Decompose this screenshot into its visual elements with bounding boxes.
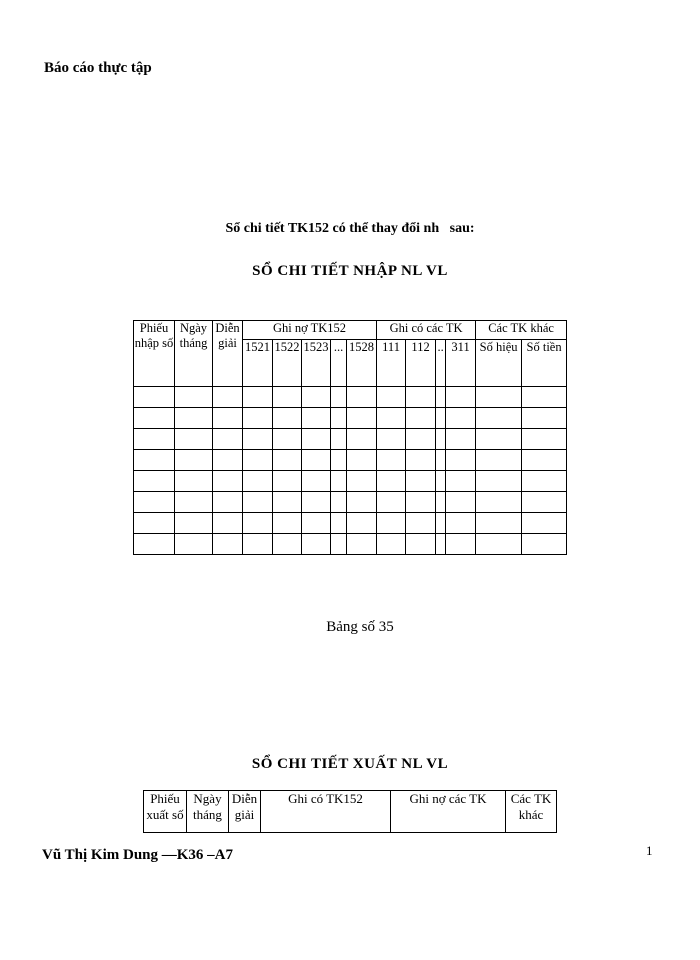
nhap-empty-row: [134, 387, 567, 408]
nhap-empty-cell: [377, 429, 406, 450]
nhap-empty-cell: [331, 429, 347, 450]
nhap-empty-cell: [213, 534, 243, 555]
nhap-empty-cell: [522, 408, 567, 429]
nhap-empty-row: [134, 408, 567, 429]
nhap-empty-cell: [243, 534, 273, 555]
group-header-cac-tk-khac: Các TK khác: [476, 321, 567, 340]
nhap-empty-cell: [522, 450, 567, 471]
nhap-header-row-1: [134, 321, 567, 340]
nhap-empty-cell: [331, 513, 347, 534]
subcol-311: 311: [446, 340, 476, 387]
nhap-empty-cell: [302, 471, 331, 492]
nhap-empty-cell: [436, 471, 446, 492]
nhap-empty-cell: [347, 534, 377, 555]
nhap-empty-cell: [436, 387, 446, 408]
nhap-empty-cell: [446, 471, 476, 492]
table-caption: Bảng số 35: [326, 619, 394, 635]
nhap-empty-cell: [377, 408, 406, 429]
nhap-empty-cell: [213, 387, 243, 408]
nhap-empty-cell: [436, 534, 446, 555]
nhap-empty-cell: [302, 534, 331, 555]
nhap-empty-cell: [446, 408, 476, 429]
nhap-empty-cell: [243, 387, 273, 408]
subcol-1528: 1528: [347, 340, 377, 387]
nhap-empty-cell: [377, 471, 406, 492]
subcol-1523: 1523: [302, 340, 331, 387]
nhap-empty-cell: [175, 471, 213, 492]
nhap-empty-cell: [331, 492, 347, 513]
nhap-empty-cell: [175, 429, 213, 450]
nhap-empty-cell: [476, 534, 522, 555]
subcol-ellipsis-co: ..: [436, 340, 446, 387]
nhap-empty-cell: [213, 492, 243, 513]
subcol-112: 112: [406, 340, 436, 387]
nhap-empty-cell: [331, 471, 347, 492]
nhap-empty-cell: [175, 387, 213, 408]
group-header-ghi-co-cac-tk: Ghi có các TK: [377, 321, 476, 340]
col-header-ghi-no-cac-tk: Ghi nợ các TK: [391, 791, 506, 833]
nhap-empty-cell: [134, 513, 175, 534]
nhap-empty-cell: [302, 513, 331, 534]
nhap-empty-row: [134, 492, 567, 513]
nhap-empty-cell: [446, 429, 476, 450]
nhap-empty-cell: [436, 450, 446, 471]
nhap-empty-cell: [377, 387, 406, 408]
nhap-table: [133, 320, 567, 555]
nhap-empty-cell: [377, 513, 406, 534]
col-header-phieu-nhap-so: Phiếu nhập số: [134, 321, 175, 387]
col-header-phieu-xuat-so: Phiếu xuất số: [144, 791, 187, 833]
nhap-empty-cell: [406, 387, 436, 408]
nhap-empty-cell: [273, 471, 302, 492]
nhap-empty-row: [134, 513, 567, 534]
nhap-empty-cell: [243, 492, 273, 513]
nhap-empty-cell: [175, 513, 213, 534]
nhap-empty-cell: [347, 408, 377, 429]
nhap-empty-cell: [436, 429, 446, 450]
subcol-so-hieu: Số hiệu: [476, 340, 522, 387]
subcol-1521: 1521: [243, 340, 273, 387]
nhap-empty-cell: [347, 450, 377, 471]
col-header-dien-giai-xuat: Diễn giải: [229, 791, 261, 833]
nhap-empty-cell: [175, 450, 213, 471]
nhap-empty-cell: [436, 408, 446, 429]
page-number: 1: [646, 843, 653, 858]
nhap-empty-cell: [522, 387, 567, 408]
nhap-empty-cell: [134, 492, 175, 513]
subcol-111: 111: [377, 340, 406, 387]
nhap-empty-cell: [243, 471, 273, 492]
nhap-empty-cell: [377, 492, 406, 513]
nhap-empty-cell: [476, 450, 522, 471]
nhap-empty-cell: [446, 492, 476, 513]
nhap-empty-cell: [273, 387, 302, 408]
nhap-empty-cell: [213, 450, 243, 471]
nhap-empty-row: [134, 471, 567, 492]
nhap-table-body: [134, 387, 567, 555]
nhap-empty-cell: [302, 450, 331, 471]
nhap-empty-cell: [213, 471, 243, 492]
nhap-empty-cell: [347, 492, 377, 513]
nhap-empty-cell: [331, 534, 347, 555]
nhap-empty-cell: [436, 513, 446, 534]
xuat-table-title: SỔ CHI TIẾT XUẤT NL VL: [251, 756, 449, 772]
nhap-empty-cell: [476, 408, 522, 429]
nhap-empty-cell: [213, 513, 243, 534]
nhap-empty-cell: [243, 408, 273, 429]
nhap-empty-cell: [175, 408, 213, 429]
nhap-empty-cell: [302, 408, 331, 429]
report-header-note: Báo cáo thực tập: [44, 60, 152, 76]
nhap-empty-cell: [134, 471, 175, 492]
nhap-empty-cell: [377, 534, 406, 555]
xuat-table: [143, 790, 557, 833]
nhap-empty-cell: [134, 534, 175, 555]
nhap-empty-cell: [476, 492, 522, 513]
nhap-empty-cell: [243, 429, 273, 450]
xuat-header-row: [144, 791, 557, 833]
nhap-empty-cell: [476, 387, 522, 408]
col-header-cac-tk-khac-xuat: Các TK khác: [506, 791, 557, 833]
nhap-empty-cell: [436, 492, 446, 513]
nhap-empty-cell: [134, 450, 175, 471]
nhap-empty-cell: [347, 513, 377, 534]
subcol-so-tien: Số tiền: [522, 340, 567, 387]
nhap-empty-cell: [331, 387, 347, 408]
nhap-empty-cell: [273, 429, 302, 450]
nhap-empty-cell: [134, 429, 175, 450]
nhap-empty-cell: [522, 429, 567, 450]
nhap-empty-cell: [331, 408, 347, 429]
nhap-empty-cell: [302, 387, 331, 408]
subcol-1522: 1522: [273, 340, 302, 387]
nhap-empty-cell: [446, 534, 476, 555]
group-header-ghi-no-tk152: Ghi nợ TK152: [243, 321, 377, 340]
nhap-empty-cell: [175, 534, 213, 555]
nhap-empty-cell: [273, 513, 302, 534]
nhap-empty-cell: [213, 408, 243, 429]
nhap-empty-cell: [175, 492, 213, 513]
nhap-empty-cell: [213, 429, 243, 450]
nhap-empty-cell: [522, 534, 567, 555]
nhap-empty-cell: [302, 492, 331, 513]
nhap-empty-cell: [134, 408, 175, 429]
col-header-dien-giai: Diễn giải: [213, 321, 243, 387]
nhap-empty-cell: [273, 492, 302, 513]
nhap-empty-cell: [377, 450, 406, 471]
nhap-empty-cell: [522, 513, 567, 534]
intro-line: Sổ chi tiết TK152 có thể thay đổi nh sau:: [225, 221, 475, 236]
nhap-empty-cell: [331, 450, 347, 471]
nhap-empty-cell: [476, 471, 522, 492]
col-header-ngay-thang: Ngày tháng: [175, 321, 213, 387]
nhap-empty-cell: [476, 513, 522, 534]
nhap-empty-cell: [406, 408, 436, 429]
nhap-empty-cell: [243, 513, 273, 534]
nhap-table-header: [134, 321, 567, 387]
nhap-empty-cell: [522, 471, 567, 492]
nhap-empty-cell: [446, 513, 476, 534]
nhap-empty-cell: [406, 513, 436, 534]
nhap-empty-cell: [476, 429, 522, 450]
nhap-empty-cell: [273, 408, 302, 429]
nhap-empty-cell: [406, 429, 436, 450]
nhap-empty-cell: [347, 387, 377, 408]
nhap-empty-cell: [406, 492, 436, 513]
nhap-empty-row: [134, 450, 567, 471]
nhap-empty-cell: [302, 429, 331, 450]
nhap-empty-cell: [406, 534, 436, 555]
nhap-empty-row: [134, 429, 567, 450]
nhap-empty-cell: [522, 492, 567, 513]
nhap-empty-cell: [273, 450, 302, 471]
col-header-ngay-thang-xuat: Ngày tháng: [187, 791, 229, 833]
nhap-empty-cell: [134, 387, 175, 408]
footer-author: Vũ Thị Kim Dung —K36 –A7: [42, 847, 234, 863]
nhap-empty-cell: [446, 450, 476, 471]
nhap-empty-cell: [446, 387, 476, 408]
nhap-empty-cell: [243, 450, 273, 471]
nhap-empty-row: [134, 534, 567, 555]
nhap-empty-cell: [347, 471, 377, 492]
col-header-ghi-co-tk152: Ghi có TK152: [261, 791, 391, 833]
subcol-ellipsis-no: ...: [331, 340, 347, 387]
nhap-empty-cell: [347, 429, 377, 450]
nhap-empty-cell: [406, 450, 436, 471]
nhap-empty-cell: [406, 471, 436, 492]
nhap-empty-cell: [273, 534, 302, 555]
nhap-table-title: SỔ CHI TIẾT NHẬP NL VL: [252, 263, 448, 279]
